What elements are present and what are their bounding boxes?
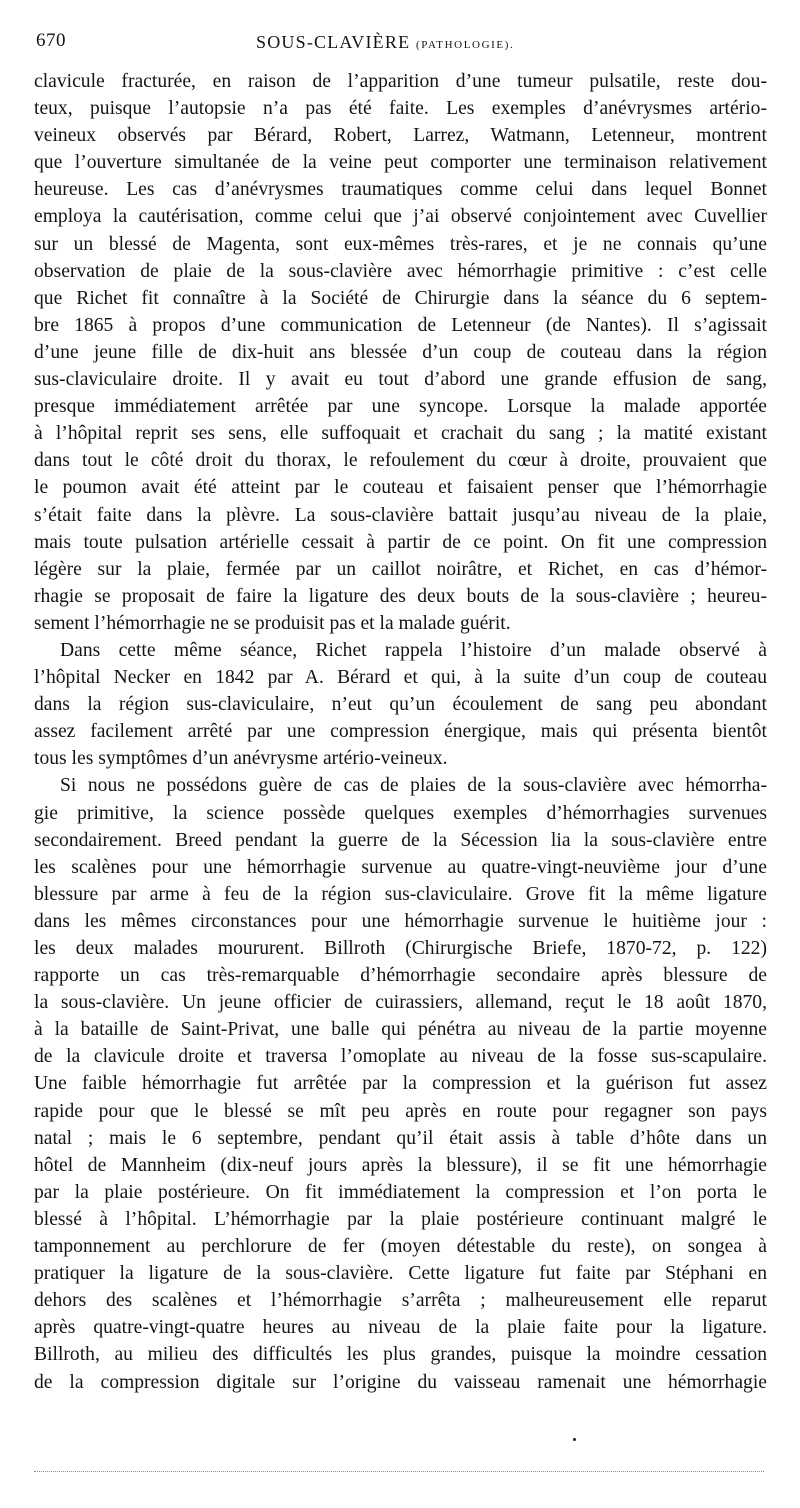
text-line: à l’hôpital reprit ses sens, elle suffoquait et crachait du sang ; la matité existant [34,423,767,445]
text-line: veineux observés par Bérard, Robert, Larrez, Watmann, Letenneur, montrent [34,125,767,147]
text-line: assez facilement arrêté par une compression énergique, mais qui présenta bientôt [34,721,767,743]
text-line: de la compression digitale sur l’origine du vaisseau ramenait une hémorrhagie [34,1371,767,1393]
text-line: de la clavicule droite et traversa l’omoplate au niveau de la fosse sus-scapulaire. [34,1046,767,1068]
text-line: blessé à l’hôpital. L’hémorrhagie par la plaie postérieure continuant malgré le [34,1208,767,1230]
text-line: les deux malades moururent. Billroth (Chirurgische Briefe, 1870-72, p. 122) [34,938,767,959]
printer-mark [573,1438,576,1441]
text-line: sur un blessé de Magenta, sont eux-mêmes très-rares, et je ne connais qu’une [34,233,767,255]
paragraph [34,68,767,637]
text-line: teux, puisque l’autopsie n’a pas été faite. Les exemples d’anévrysmes artério- [34,98,767,120]
text-line: sement l’hémorrhagie ne se produisit pas et la malade guérit. [34,612,511,634]
text-line: Billroth, au milieu des difficultés les plus grandes, puisque la moindre cessation [34,1344,767,1366]
text-line: natal ; mais le 6 septembre, pendant qu’il était assis à table d’hôte dans un [34,1127,767,1149]
text-line: secondairement. Breed pendant la guerre de la Sécession lia la sous-clavière entre [34,829,767,851]
text-line: par la plaie postérieure. On fit immédiatement la compression et l’on porta le [34,1181,767,1203]
text-line: hôtel de Mannheim (dix-neuf jours après la blessure), il se fit une hémorrhagie [34,1154,767,1176]
text-line: tamponnement au perchlorure de fer (moyen détestable du reste), on songea à [34,1236,767,1258]
text-line: clavicule fracturée, en raison de l’apparition d’une tumeur pulsatile, reste dou- [34,71,767,92]
text-line: gie primitive, la science possède quelques exemples d’hémorrhagies survenues [34,802,767,824]
text-line: tous les symptômes d’un anévrysme artério-veineux. [34,748,448,770]
text-line: pratiquer la ligature de la sous-clavière. Cette ligature fut faite par Stéphani en [34,1263,767,1285]
text-line: les scalènes pour une hémorrhagie survenue au quatre-vingt-neuvième jour d’une [34,856,767,878]
running-head [256,32,514,53]
text-line: le poumon avait été atteint par le couteau et faisaient penser que l’hémorrhagie [34,477,767,499]
text-line: bre 1865 à propos d’une communication de Letenneur (de Nantes). Il s’agissait [34,314,767,336]
text-line: rhagie se proposait de faire la ligature des deux bouts de la sous-clavière ; heureu- [34,585,767,607]
text-line: Si nous ne possédons guère de cas de plaies de la sous-clavière avec hémorrha- [60,775,767,797]
text-line: employa la cautérisation, comme celui que j’ai observé conjointement avec Cuvellier [34,206,767,228]
text-line: après quatre-vingt-quatre heures au niveau de la plaie faite pour la ligature. [34,1317,767,1339]
running-section: (PATHOLOGIE). [416,39,515,51]
text-line: blessure par arme à feu de la région sus-claviculaire. Grove fit la même ligature [34,883,767,905]
text-line: d’une jeune fille de dix-huit ans blessée d’un coup de couteau dans la région [34,341,767,363]
text-line: légère sur la plaie, fermée par un caillot noirâtre, et Richet, en cas d’hémor- [34,558,767,580]
text-line: dans tout le côté droit du thorax, le refoulement du cœur à droite, prouvaient que [34,450,767,472]
text-line: Dans cette même séance, Richet rappela l’histoire d’un malade observé à [60,639,767,661]
page-number: 670 [36,30,66,51]
text-line: rapporte un cas très-remarquable d’hémorrhagie secondaire après blessure de [34,965,767,987]
text-line: dans les mêmes circonstances pour une hémorrhagie survenue le huitième jour : [34,910,767,932]
text-line: la sous-clavière. Un jeune officier de cuirassiers, allemand, reçut le 18 août 1870, [34,992,767,1014]
text-line: dehors des scalènes et l’hémorrhagie s’arrêta ; malheureusement elle reparut [34,1290,767,1312]
text-line: mais toute pulsation artérielle cessait à partir de ce point. On fit une compression [34,531,767,553]
body-text [34,68,767,1396]
running-title: SOUS-CLAVIÈRE [256,32,411,52]
text-line: que Richet fit connaître à la Société de Chirurgie dans la séance du 6 septem- [34,287,767,309]
text-line: heureuse. Les cas d’anévrysmes traumatiques comme celui dans lequel Bonnet [34,179,767,201]
text-line: sus-claviculaire droite. Il y avait eu tout d’abord une grande effusion de sang, [34,369,767,391]
page-header [36,30,764,60]
text-line: presque immédiatement arrêtée par une syncope. Lorsque la malade apportée [34,396,767,418]
paragraph [34,772,767,1395]
text-line: à la bataille de Saint-Privat, une balle qui pénétra au niveau de la partie moyenne [34,1019,767,1041]
text-line: Une faible hémorrhagie fut arrêtée par la compression et la guérison fut assez [34,1073,767,1095]
text-line: s’était faite dans la plèvre. La sous-clavière battait jusqu’au niveau de la plaie, [34,504,767,526]
footer-rule [34,1471,764,1472]
text-line: dans la région sus-claviculaire, n’eut qu’un écoulement de sang peu abondant [34,694,767,716]
text-line: l’hôpital Necker en 1842 par A. Bérard et qui, à la suite d’un coup de couteau [34,667,767,689]
text-line: que l’ouverture simultanée de la veine peut comporter une terminaison relativement [34,152,767,174]
paragraph [34,637,767,772]
text-line: rapide pour que le blessé se mît peu après en route pour regagner son pays [34,1100,767,1122]
text-line: observation de plaie de la sous-clavière avec hémorrhagie primitive : c’est celle [34,260,767,282]
